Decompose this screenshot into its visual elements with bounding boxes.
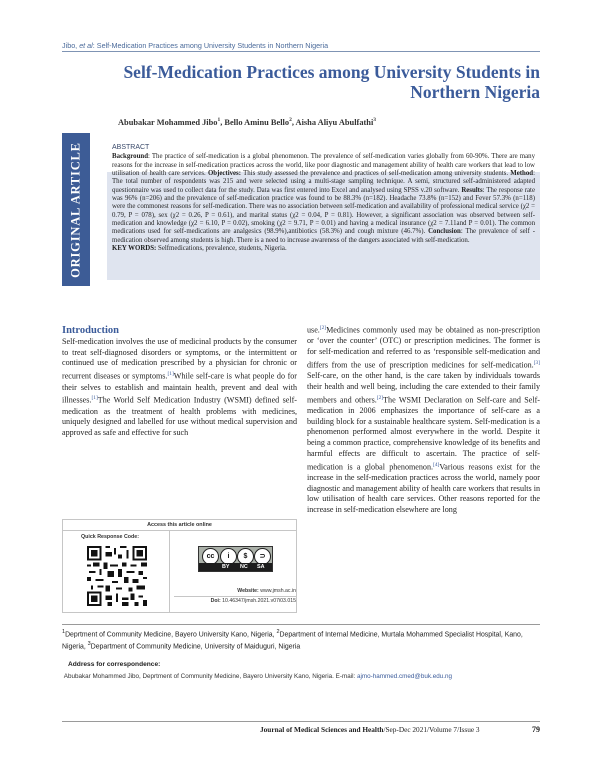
footnote-divider — [62, 624, 540, 625]
running-head: Jibo, et al: Self-Medication Practices among University Students in Northern Nigeria — [62, 41, 329, 50]
page-number: 79 — [532, 725, 540, 734]
qr-section — [63, 531, 170, 613]
body-column-left — [62, 337, 297, 439]
author-list: Abubakar Mohammed Jibo$^1$, Bello Aminu Bello$^2$, Aisha Aliyu Abulfathi$^3$ — [118, 117, 377, 127]
abstract-heading: ABSTRACT — [112, 144, 150, 151]
affiliations: $^1$Deprtment of Community Medicine, Bayero University Kano, Nigeria, $^2$Department of Internal Medicine, Murtala Mohammed Specialist Hospital, Kano, Nigeria, $^3$Department of Community Medicine, University of Maiduguri, Nigeria — [62, 629, 523, 651]
doi-line: Doi: 10.46347/jmsh.2021.v07i03.015 — [210, 598, 296, 604]
header-divider — [62, 51, 540, 52]
abstract — [112, 144, 535, 253]
attribution-icon: i — [220, 548, 237, 565]
cc-icon: cc — [202, 548, 219, 565]
noncommercial-icon: $ — [237, 548, 254, 565]
correspondence-text: Abubakar Mohammed Jibo, Deprtment of Community Medicine, Bayero University Kano, Nigeria. E-mail: ajmo-hammed.cmed@buk.edu.ng — [63, 673, 452, 680]
access-title: Access this article online — [63, 520, 296, 531]
author-name: Aisha Aliyu Abulfathi — [295, 117, 374, 127]
email-link[interactable]: ajmo-hammed.cmed@buk.edu.ng — [357, 673, 452, 680]
qr-code-icon[interactable] — [87, 546, 147, 606]
cc-labels: BY NC SA — [199, 563, 272, 571]
article-title: Self-Medication Practices among University Students in Northern Nigeria — [123, 62, 540, 102]
author-name: Abubakar Mohammed Jibo — [118, 117, 218, 127]
sharealike-icon: ⊃ — [254, 548, 271, 565]
qr-label: Quick Response Code: — [81, 534, 139, 540]
correspondence-heading: Address for correspondence: — [68, 661, 161, 668]
journal-footer: Journal of Medical Sciences and Health/Sep-Dec 2021/Volume 7/Issue 3 — [260, 725, 480, 734]
article-access-box — [62, 519, 297, 613]
author-name: Bello Aminu Bello — [224, 117, 290, 127]
paragraph: use.[2]Medicines commonly used may be obtained as non-prescription or ‘over the counter’ (OTC) or prescription medicines. The former is for self-medication and referred to as ‘responsible self-medication and differs from the use of prescription medicines for self-medication.[3] Self-care, on the other hand, is the care taken by individuals towards their health and well being, including the care extended to their family members and others.[2]The WSMI Declaration on Self-care and Self-medication in 2006 emphasizes the importance of self-care as a building block for a sustainable healthcare system. Self-medication is a phenomenon performed almost everywhere in the world. Despite it being a common practice, comprehensive knowledge of its benefits and harmful effects are difficult to ascertain. The practice of self-medication is a global phenomenon.[4]Various reasons exist for the increase in the self-medication practices across the world, namely poor diagnostic and management ability of health care workers that results in low utilisation of health care services. Other reasons reported for the increase in self-medication elsewhere are long — [307, 325, 540, 514]
footer-divider — [62, 721, 540, 722]
doi-link[interactable]: 10.46347/jmsh.2021.v07i03.015 — [222, 598, 296, 604]
introduction-heading: Introduction — [62, 325, 119, 336]
abstract-text: Background: The practice of self-medication is a global phenomenon. The prevalence of self-medication varies globally from 60-90%. There are many reasons for the increase in self-medication practices across the world, like poor diagnostic and management ability of health care workers that lead to low utilisation of health care services. Objectives: This study assessed the prevalence and practices of self-medication among university students. Method: The total number of respondents was 215 and were selected using a multi-stage sampling technique. A semi, structured self-administered adapted questionnaire was used to collect data for the study. Data was first entered into Excel and analysed using SPSS v.20 software. Results: The response rate was 96% (n=206) and the prevalence of self-medication practice was found to be 88.3% (n=182). Headache 73.8% (n=152) and Fever 57.3% (n=118) were the commonest reasons for self-medication. There was no association between self-medication and availability of professional medical service (χ2 = 0.79, P = 078), sex (χ2 = 0.26, P = 0.61), and marital status (χ2 = 0.04, P = 0.81). However, a significant association was observed between self-medication and knowledge (χ2 = 6.10, P = 0.02), smoking (χ2 = 9.71, P = 0.01) and having a medical insurance (χ2 = 7.11and P = 0.01). The common medications used for self-medications are analgesics (98.9%),antibiotics (58.3%) and cough mixture (46.7%). Conclusion: The prevalence of self -medication observed among students is high. There is a need to increase awareness of the dangers associated with self-medication. KEY WORDS: Selfmedications, prevalence, students, Nigeria. — [112, 153, 535, 253]
paragraph: Self-medication involves the use of medicinal products by the consumer to treat self-diagnosed disorders or symptoms, or the intermittent or continued use of medication prescribed by a physician for chronic or recurrent diseases or symptoms.[1]While self-care is what people do for their selves to establish and maintain health, prevent and deal with illnesses.[1]The World Self Medication Industry (WSMI) defined self-medication as the treatment of health problems with medicines, uniquely designed and labelled for use without medical supervision and approved as safe and effective for such — [62, 337, 298, 437]
article-type-tab: ORIGINAL ARTICLE — [62, 133, 90, 286]
creative-commons-badge[interactable] — [198, 546, 273, 572]
body-column-right — [307, 323, 540, 516]
website-link[interactable]: www.jmsh.ac.in — [260, 588, 296, 594]
divider — [174, 596, 296, 597]
website-line: Website: www.jmsh.ac.in — [237, 588, 296, 594]
